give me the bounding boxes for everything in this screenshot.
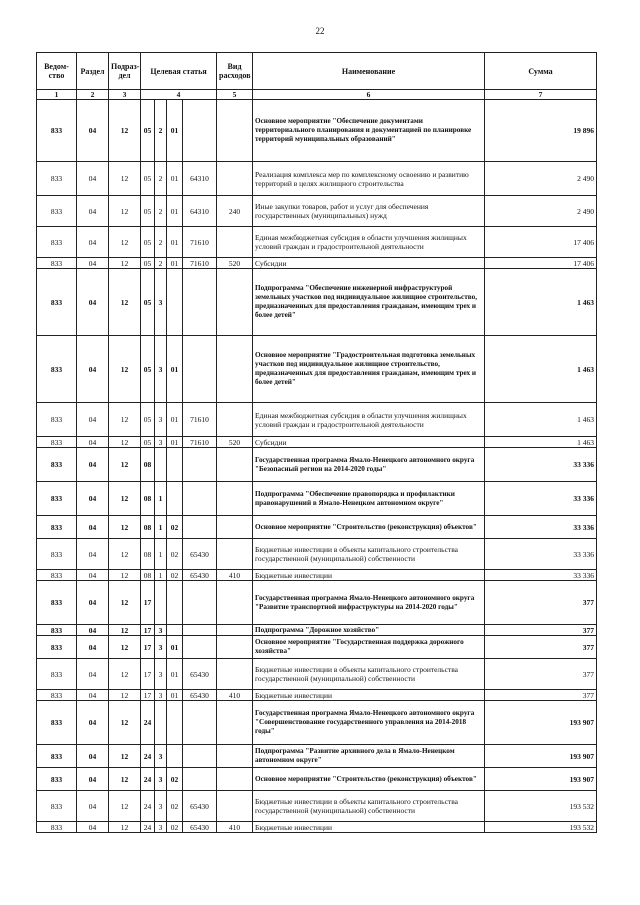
header-podrazdel: Подраз-дел	[109, 53, 141, 90]
cell-name: Подпрограмма "Обеспечение инженерной инфраструктурой земельных участков под индивидуальное жилищное строительство, предназначенных для предоставления гражданам, имеющим трех и более детей"	[253, 269, 485, 336]
cell-program: 08	[141, 539, 155, 570]
cell-podrazdel: 12	[109, 791, 141, 822]
cell-program: 24	[141, 768, 155, 791]
cell-program: 24	[141, 745, 155, 768]
cell-direction	[183, 448, 217, 482]
cell-expense-type	[217, 448, 253, 482]
cell-sum: 193 532	[485, 822, 597, 833]
cell-sum: 33 336	[485, 516, 597, 539]
cell-sum: 193 907	[485, 768, 597, 791]
cell-razdel: 04	[77, 745, 109, 768]
cell-expense-type	[217, 403, 253, 437]
cell-razdel: 04	[77, 690, 109, 701]
header-ved: Ведом-ство	[37, 53, 77, 90]
cell-subprogram: 1	[155, 570, 167, 581]
cell-direction	[183, 482, 217, 516]
cell-ved: 833	[37, 659, 77, 690]
cell-ved: 833	[37, 162, 77, 196]
cell-direction: 64310	[183, 162, 217, 196]
cell-activity	[167, 269, 183, 336]
cell-activity: 01	[167, 196, 183, 227]
column-number-row	[37, 90, 597, 100]
cell-activity: 02	[167, 539, 183, 570]
cell-program: 05	[141, 437, 155, 448]
cell-ved: 833	[37, 258, 77, 269]
table-row	[37, 822, 597, 833]
cell-name: Основное мероприятие "Строительство (реконструкция) объектов"	[253, 768, 485, 791]
cell-activity: 02	[167, 516, 183, 539]
cell-direction	[183, 516, 217, 539]
cell-activity	[167, 581, 183, 625]
cell-direction	[183, 768, 217, 791]
cell-ved: 833	[37, 625, 77, 636]
cell-expense-type	[217, 162, 253, 196]
header-row	[37, 53, 597, 90]
cell-activity	[167, 701, 183, 745]
cell-podrazdel: 12	[109, 539, 141, 570]
cell-ved: 833	[37, 269, 77, 336]
cell-ved: 833	[37, 701, 77, 745]
cell-podrazdel: 12	[109, 701, 141, 745]
table-row	[37, 227, 597, 258]
cell-name: Бюджетные инвестиции	[253, 822, 485, 833]
cell-sum: 1 463	[485, 336, 597, 403]
cell-subprogram: 3	[155, 822, 167, 833]
cell-subprogram: 3	[155, 690, 167, 701]
cell-podrazdel: 12	[109, 625, 141, 636]
cell-program: 17	[141, 636, 155, 659]
cell-name: Подпрограмма "Дорожное хозяйство"	[253, 625, 485, 636]
table-row	[37, 516, 597, 539]
cell-direction: 65430	[183, 791, 217, 822]
cell-direction: 65430	[183, 690, 217, 701]
cell-subprogram: 3	[155, 403, 167, 437]
cell-razdel: 04	[77, 100, 109, 162]
table-row	[37, 196, 597, 227]
cell-razdel: 04	[77, 636, 109, 659]
cell-ved: 833	[37, 636, 77, 659]
cell-name: Государственная программа Ямало-Ненецкого автономного округа "Безопасный регион на 2014-2020 годы"	[253, 448, 485, 482]
cell-subprogram: 2	[155, 162, 167, 196]
budget-table	[36, 52, 597, 833]
cell-expense-type	[217, 581, 253, 625]
cell-activity: 01	[167, 227, 183, 258]
cell-expense-type	[217, 791, 253, 822]
cell-name: Государственная программа Ямало-Ненецкого автономного округа "Совершенствование государственного управления на 2014-2018 годы"	[253, 701, 485, 745]
cell-program: 17	[141, 581, 155, 625]
cell-razdel: 04	[77, 482, 109, 516]
table-row	[37, 100, 597, 162]
cell-activity: 01	[167, 636, 183, 659]
cell-ved: 833	[37, 570, 77, 581]
cell-ved: 833	[37, 336, 77, 403]
column-number: 3	[109, 90, 141, 100]
cell-podrazdel: 12	[109, 437, 141, 448]
cell-podrazdel: 12	[109, 482, 141, 516]
cell-program: 05	[141, 336, 155, 403]
cell-program: 24	[141, 822, 155, 833]
cell-razdel: 04	[77, 227, 109, 258]
cell-podrazdel: 12	[109, 570, 141, 581]
cell-subprogram	[155, 701, 167, 745]
cell-subprogram: 1	[155, 482, 167, 516]
cell-subprogram: 3	[155, 745, 167, 768]
cell-name: Основное мероприятие "Государственная поддержка дорожного хозяйства"	[253, 636, 485, 659]
cell-sum: 33 336	[485, 539, 597, 570]
column-number: 4	[141, 90, 217, 100]
cell-name: Основное мероприятие "Градостроительная подготовка земельных участков под индивидуальное жилищное строительство, предназначенных для предоставления гражданам, имеющим трех и более детей"	[253, 336, 485, 403]
cell-direction: 65430	[183, 570, 217, 581]
cell-ved: 833	[37, 768, 77, 791]
cell-podrazdel: 12	[109, 258, 141, 269]
cell-direction	[183, 701, 217, 745]
cell-name: Бюджетные инвестиции	[253, 570, 485, 581]
cell-program: 05	[141, 258, 155, 269]
cell-sum: 193 532	[485, 791, 597, 822]
cell-expense-type	[217, 482, 253, 516]
cell-sum: 377	[485, 690, 597, 701]
cell-subprogram	[155, 448, 167, 482]
table-row	[37, 539, 597, 570]
table-row	[37, 437, 597, 448]
cell-program: 17	[141, 625, 155, 636]
cell-activity	[167, 625, 183, 636]
cell-program: 08	[141, 448, 155, 482]
cell-sum: 19 896	[485, 100, 597, 162]
cell-sum: 377	[485, 659, 597, 690]
cell-expense-type: 410	[217, 570, 253, 581]
cell-expense-type	[217, 768, 253, 791]
cell-direction	[183, 269, 217, 336]
cell-podrazdel: 12	[109, 336, 141, 403]
cell-ved: 833	[37, 100, 77, 162]
cell-activity: 01	[167, 690, 183, 701]
cell-ved: 833	[37, 745, 77, 768]
header-summa: Сумма	[485, 53, 597, 90]
cell-sum: 2 490	[485, 162, 597, 196]
cell-name: Бюджетные инвестиции в объекты капитального строительства государственной (муниципальной) собственности	[253, 539, 485, 570]
cell-direction	[183, 100, 217, 162]
cell-direction	[183, 745, 217, 768]
cell-program: 24	[141, 791, 155, 822]
cell-activity: 01	[167, 162, 183, 196]
cell-expense-type	[217, 625, 253, 636]
table-row	[37, 659, 597, 690]
cell-sum: 377	[485, 625, 597, 636]
cell-razdel: 04	[77, 701, 109, 745]
cell-sum: 33 336	[485, 482, 597, 516]
cell-name: Единая межбюджетная субсидия в области улучшения жилищных условий граждан и градостроительной деятельности	[253, 403, 485, 437]
cell-podrazdel: 12	[109, 227, 141, 258]
cell-subprogram: 3	[155, 659, 167, 690]
table-row	[37, 162, 597, 196]
cell-direction	[183, 636, 217, 659]
cell-activity: 02	[167, 822, 183, 833]
cell-sum: 377	[485, 581, 597, 625]
cell-activity: 01	[167, 100, 183, 162]
cell-program: 05	[141, 269, 155, 336]
cell-direction: 71610	[183, 403, 217, 437]
cell-program: 08	[141, 570, 155, 581]
cell-podrazdel: 12	[109, 448, 141, 482]
cell-expense-type	[217, 745, 253, 768]
cell-direction: 65430	[183, 659, 217, 690]
cell-subprogram: 2	[155, 227, 167, 258]
table-row	[37, 745, 597, 768]
table-row	[37, 701, 597, 745]
table-row	[37, 581, 597, 625]
cell-subprogram: 3	[155, 269, 167, 336]
cell-subprogram: 3	[155, 791, 167, 822]
cell-expense-type	[217, 516, 253, 539]
cell-razdel: 04	[77, 448, 109, 482]
cell-program: 05	[141, 403, 155, 437]
cell-program: 05	[141, 100, 155, 162]
cell-subprogram: 1	[155, 516, 167, 539]
cell-name: Субсидии	[253, 258, 485, 269]
cell-podrazdel: 12	[109, 822, 141, 833]
cell-razdel: 04	[77, 659, 109, 690]
cell-program: 17	[141, 659, 155, 690]
cell-program: 05	[141, 162, 155, 196]
cell-name: Бюджетные инвестиции	[253, 690, 485, 701]
cell-activity: 01	[167, 659, 183, 690]
cell-direction: 71610	[183, 437, 217, 448]
cell-expense-type	[217, 539, 253, 570]
cell-subprogram: 2	[155, 196, 167, 227]
cell-podrazdel: 12	[109, 690, 141, 701]
cell-name: Бюджетные инвестиции в объекты капитального строительства государственной (муниципальной) собственности	[253, 659, 485, 690]
cell-expense-type	[217, 227, 253, 258]
cell-name: Основное мероприятие "Строительство (реконструкция) объектов"	[253, 516, 485, 539]
table-row	[37, 482, 597, 516]
cell-program: 05	[141, 196, 155, 227]
cell-ved: 833	[37, 448, 77, 482]
cell-expense-type	[217, 636, 253, 659]
cell-ved: 833	[37, 690, 77, 701]
cell-razdel: 04	[77, 403, 109, 437]
cell-activity: 01	[167, 336, 183, 403]
column-number: 5	[217, 90, 253, 100]
table-row	[37, 791, 597, 822]
cell-podrazdel: 12	[109, 581, 141, 625]
cell-ved: 833	[37, 482, 77, 516]
cell-name: Субсидии	[253, 437, 485, 448]
cell-direction: 65430	[183, 539, 217, 570]
column-number: 7	[485, 90, 597, 100]
cell-name: Иные закупки товаров, работ и услуг для обеспечения государственных (муниципальных) нужд	[253, 196, 485, 227]
table-row	[37, 336, 597, 403]
table-row	[37, 258, 597, 269]
cell-podrazdel: 12	[109, 100, 141, 162]
cell-name: Подпрограмма "Обеспечение правопорядка и профилактики правонарушений в Ямало-Ненецком автономном округе"	[253, 482, 485, 516]
cell-sum: 2 490	[485, 196, 597, 227]
cell-name: Государственная программа Ямало-Ненецкого автономного округа "Развитие транспортной инфраструктуры на 2014-2020 годы"	[253, 581, 485, 625]
cell-sum: 17 406	[485, 258, 597, 269]
page-number: 22	[315, 26, 325, 36]
cell-program: 08	[141, 482, 155, 516]
cell-sum: 1 463	[485, 403, 597, 437]
cell-podrazdel: 12	[109, 745, 141, 768]
cell-subprogram: 3	[155, 636, 167, 659]
cell-direction: 71610	[183, 227, 217, 258]
table-row	[37, 269, 597, 336]
cell-expense-type	[217, 100, 253, 162]
cell-name: Единая межбюджетная субсидия в области улучшения жилищных условий граждан и градостроительной деятельности	[253, 227, 485, 258]
cell-razdel: 04	[77, 196, 109, 227]
cell-razdel: 04	[77, 570, 109, 581]
header-vid: Вид расходов	[217, 53, 253, 90]
cell-direction	[183, 581, 217, 625]
cell-name: Подпрограмма "Развитие архивного дела в Ямало-Ненецком автономном округе"	[253, 745, 485, 768]
cell-activity: 01	[167, 437, 183, 448]
cell-podrazdel: 12	[109, 403, 141, 437]
cell-expense-type	[217, 269, 253, 336]
cell-direction	[183, 336, 217, 403]
cell-razdel: 04	[77, 581, 109, 625]
cell-podrazdel: 12	[109, 516, 141, 539]
column-number: 6	[253, 90, 485, 100]
cell-razdel: 04	[77, 258, 109, 269]
cell-subprogram: 3	[155, 336, 167, 403]
cell-subprogram	[155, 581, 167, 625]
cell-expense-type: 520	[217, 437, 253, 448]
cell-expense-type	[217, 701, 253, 745]
table-row	[37, 625, 597, 636]
table-row	[37, 570, 597, 581]
cell-expense-type: 410	[217, 690, 253, 701]
cell-ved: 833	[37, 403, 77, 437]
table-row	[37, 448, 597, 482]
cell-podrazdel: 12	[109, 659, 141, 690]
cell-razdel: 04	[77, 625, 109, 636]
cell-activity	[167, 448, 183, 482]
cell-sum: 193 907	[485, 745, 597, 768]
column-number: 2	[77, 90, 109, 100]
cell-activity: 02	[167, 791, 183, 822]
cell-ved: 833	[37, 437, 77, 448]
cell-expense-type	[217, 336, 253, 403]
cell-activity	[167, 482, 183, 516]
cell-activity: 01	[167, 403, 183, 437]
cell-activity: 02	[167, 768, 183, 791]
cell-subprogram: 3	[155, 437, 167, 448]
cell-ved: 833	[37, 581, 77, 625]
cell-razdel: 04	[77, 768, 109, 791]
cell-activity	[167, 745, 183, 768]
cell-razdel: 04	[77, 791, 109, 822]
cell-podrazdel: 12	[109, 768, 141, 791]
cell-subprogram: 2	[155, 100, 167, 162]
cell-podrazdel: 12	[109, 196, 141, 227]
cell-razdel: 04	[77, 539, 109, 570]
cell-ved: 833	[37, 791, 77, 822]
table-row	[37, 768, 597, 791]
cell-razdel: 04	[77, 822, 109, 833]
cell-sum: 1 463	[485, 437, 597, 448]
cell-podrazdel: 12	[109, 636, 141, 659]
cell-razdel: 04	[77, 162, 109, 196]
cell-razdel: 04	[77, 437, 109, 448]
cell-ved: 833	[37, 822, 77, 833]
cell-podrazdel: 12	[109, 162, 141, 196]
cell-sum: 1 463	[485, 269, 597, 336]
header-razdel: Раздел	[77, 53, 109, 90]
cell-razdel: 04	[77, 516, 109, 539]
header-name: Наименование	[253, 53, 485, 90]
table-row	[37, 636, 597, 659]
cell-program: 24	[141, 701, 155, 745]
cell-name: Основное мероприятие "Обеспечение документами территориального планирования и документацией по планировке территорий муниципальных образований"	[253, 100, 485, 162]
cell-expense-type: 520	[217, 258, 253, 269]
cell-name: Бюджетные инвестиции в объекты капитального строительства государственной (муниципальной) собственности	[253, 791, 485, 822]
cell-razdel: 04	[77, 269, 109, 336]
header-tselevaya: Целевая статья	[141, 53, 217, 90]
cell-direction	[183, 625, 217, 636]
cell-razdel: 04	[77, 336, 109, 403]
cell-sum: 33 336	[485, 448, 597, 482]
cell-expense-type	[217, 659, 253, 690]
cell-podrazdel: 12	[109, 269, 141, 336]
cell-subprogram: 3	[155, 768, 167, 791]
cell-direction: 65430	[183, 822, 217, 833]
cell-program: 08	[141, 516, 155, 539]
cell-expense-type: 410	[217, 822, 253, 833]
cell-direction: 64310	[183, 196, 217, 227]
cell-activity: 02	[167, 570, 183, 581]
table-row	[37, 690, 597, 701]
cell-ved: 833	[37, 539, 77, 570]
cell-sum: 377	[485, 636, 597, 659]
cell-sum: 17 406	[485, 227, 597, 258]
cell-program: 17	[141, 690, 155, 701]
cell-ved: 833	[37, 227, 77, 258]
cell-subprogram: 2	[155, 258, 167, 269]
cell-ved: 833	[37, 516, 77, 539]
table-row	[37, 403, 597, 437]
cell-subprogram: 3	[155, 625, 167, 636]
cell-activity: 01	[167, 258, 183, 269]
cell-expense-type: 240	[217, 196, 253, 227]
cell-name: Реализация комплекса мер по комплексному освоению и развитию территорий в целях жилищного строительства	[253, 162, 485, 196]
cell-sum: 33 336	[485, 570, 597, 581]
cell-subprogram: 1	[155, 539, 167, 570]
cell-direction: 71610	[183, 258, 217, 269]
cell-program: 05	[141, 227, 155, 258]
cell-ved: 833	[37, 196, 77, 227]
cell-sum: 193 907	[485, 701, 597, 745]
column-number: 1	[37, 90, 77, 100]
